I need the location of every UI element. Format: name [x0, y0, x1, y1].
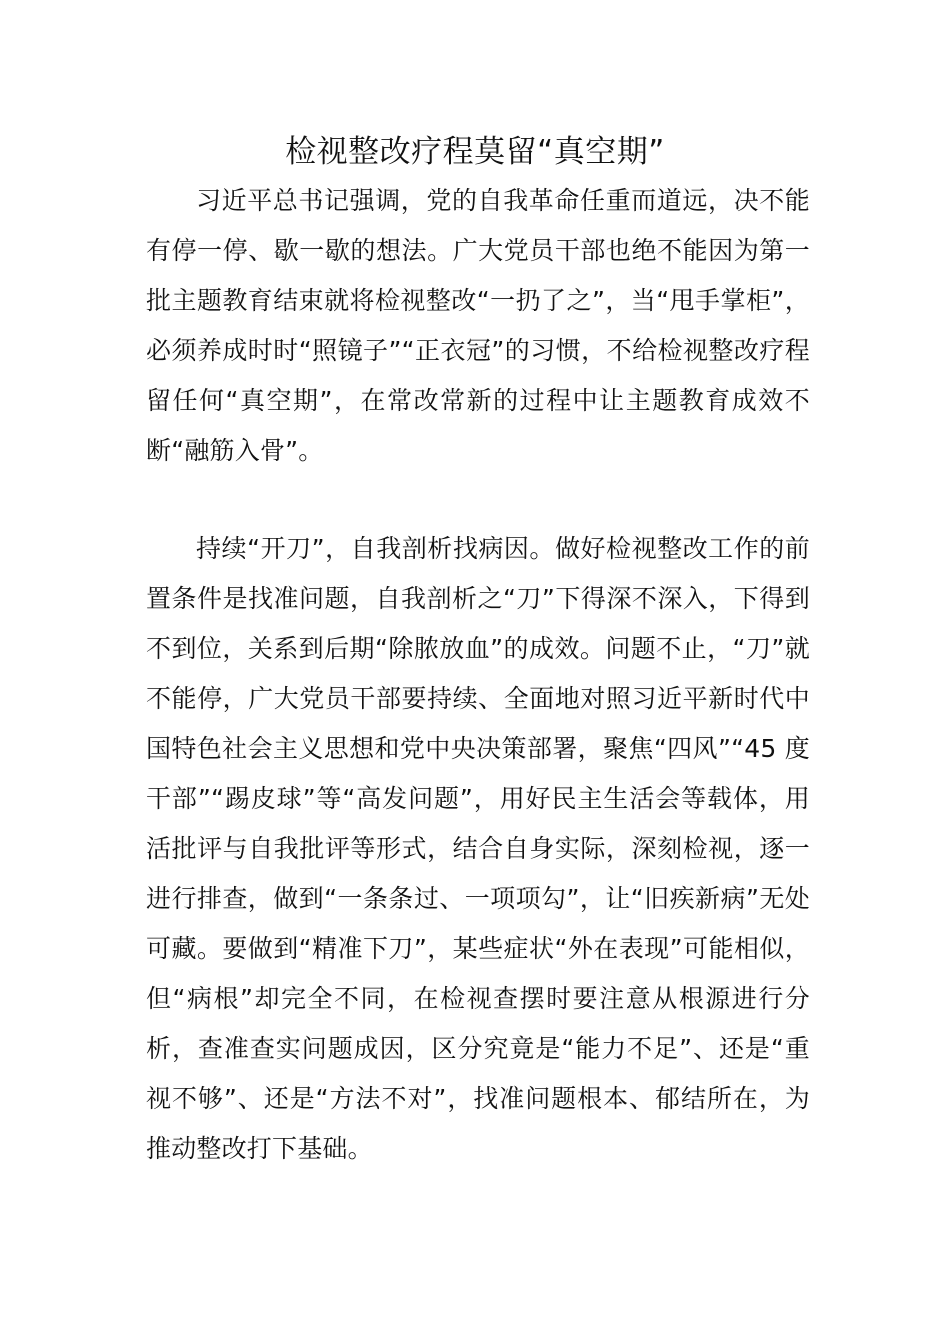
paragraph-1: 习近平总书记强调，党的自我革命任重而道远，决不能有停一停、歇一歇的想法。广大党员干部也绝不能因为第一批主题教育结束就将检视整改“一扔了之”，当“甩手掌柜”，必须养成时时“照镜子”“正衣冠”的习惯，不给检视整改疗程留任何“真空期”，在常改常新的过程中让主题教育成效不断“融筋入骨”。 — [146, 186, 810, 465]
paragraph-2: 持续“开刀”，自我剖析找病因。做好检视整改工作的前置条件是找准问题，自我剖析之“刀”下得深不深入，下得到不到位，关系到后期“除脓放血”的成效。问题不止，“刀”就不能停，广大党员干部要持续、全面地对照习近平新时代中国特色社会主义思想和党中央决策部署，聚焦“四风”“45 度干部”“踢皮球”等“高发问题”，用好民主生活会等载体，用活批评与自我批评等形式，结合自身实际，深刻检视，逐一进行排查，做到“一条条过、一项项勾”，让“旧疾新病”无处可藏。要做到“精准下刀”，某些症状“外在表现”可能相似，但“病根”却完全不同，在检视查摆时要注意从根源进行分析，查准查实问题成因，区分究竟是“能力不足”、还是“重视不够”、还是“方法不对”，找准问题根本、郁结所在，为推动整改打下基础。 — [146, 534, 810, 1163]
document-title: 检视整改疗程莫留“真空期” — [285, 134, 665, 170]
